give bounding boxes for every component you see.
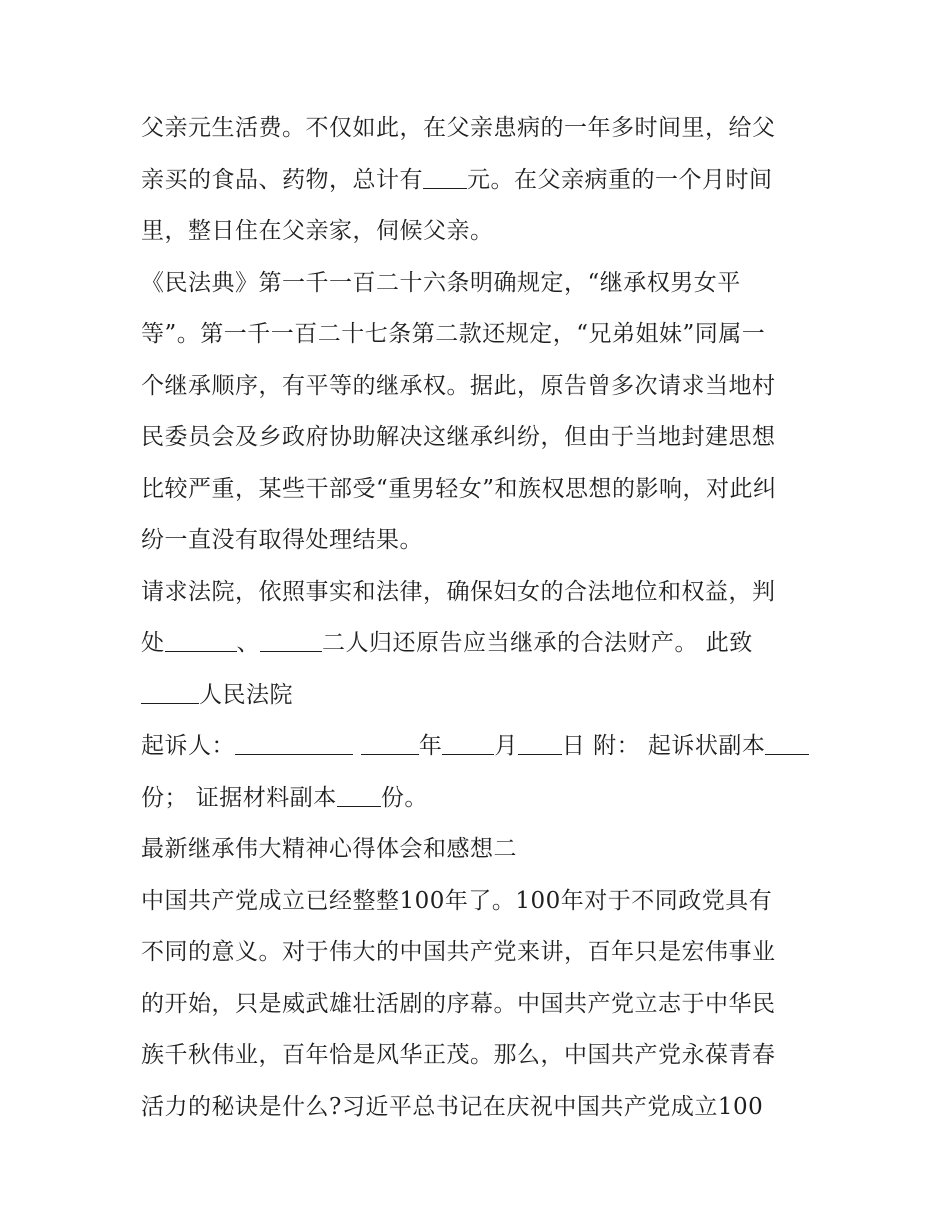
text-line: 中国共产党成立已经整整100年了。100年对于不同政党具有: [141, 887, 773, 914]
text-line: 等”。第一千一百二十七条第二款还规定，“兄弟姐妹”同属一: [141, 321, 766, 347]
text-line: 《民法典》第一千一百二十六条明确规定，“继承权男女平: [141, 269, 741, 296]
text-line: 请求法院，依照事实和法律，确保妇女的合法地位和权益，判: [141, 578, 776, 605]
text-line: 起诉人： 年 月 日 附： 起诉状副本: [141, 721, 821, 773]
document-page: [141, 103, 821, 1133]
text-line: 里，整日住在父亲家，伺候父亲。: [141, 218, 494, 244]
text-line: 族千秋伟业，百年恰是风华正茂。那么，中国共产党永葆青春: [141, 1042, 776, 1068]
fill-blank-copies: [765, 732, 809, 755]
section-heading: 最新继承伟大精神心得体会和感想二: [141, 836, 517, 862]
fill-blank-plaintiff: [235, 732, 353, 755]
fill-blank-day: [518, 732, 562, 755]
fill-blank-amount: [423, 166, 467, 189]
fill-blank-defendant-1: [165, 629, 237, 652]
text-line: 纷一直没有取得处理结果。: [141, 527, 423, 553]
text-line: 人民法院: [141, 670, 821, 722]
text-line: 活力的秘诀是什么?习近平总书记在庆祝中国共产党成立100: [141, 1093, 764, 1120]
text-line: 的开始，只是威武雄壮活剧的序幕。中国共产党立志于中华民: [141, 990, 776, 1017]
text-line: 份； 证据材料副本 份。: [141, 784, 428, 811]
text-line: 比较严重，某些干部受“重男轻女”和族权思想的影响，对此纠: [141, 475, 777, 502]
text-line: 个继承顺序，有平等的继承权。据此，原告曾多次请求当地村: [141, 372, 776, 399]
text-line: 亲买的食品、药物，总计有 元。在父亲病重的一个月时间: [141, 166, 773, 193]
text-line: 民委员会及乡政府协助解决这继承纠纷，但由于当地封建思想: [141, 424, 776, 450]
text-line: 处 、 二人归还原告应当继承的合法财产。 此致: [141, 630, 753, 656]
fill-blank-month: [442, 732, 494, 755]
fill-blank-year: [361, 732, 419, 755]
text-line: 父亲元生活费。不仅如此，在父亲患病的一年多时间里，给父: [141, 115, 776, 141]
text-line: 不同的意义。对于伟大的中国共产党来讲，百年只是宏伟事业: [141, 939, 776, 965]
fill-blank-evidence-copies: [337, 784, 381, 807]
fill-blank-defendant-2: [260, 629, 322, 652]
fill-blank-court: [141, 681, 199, 704]
